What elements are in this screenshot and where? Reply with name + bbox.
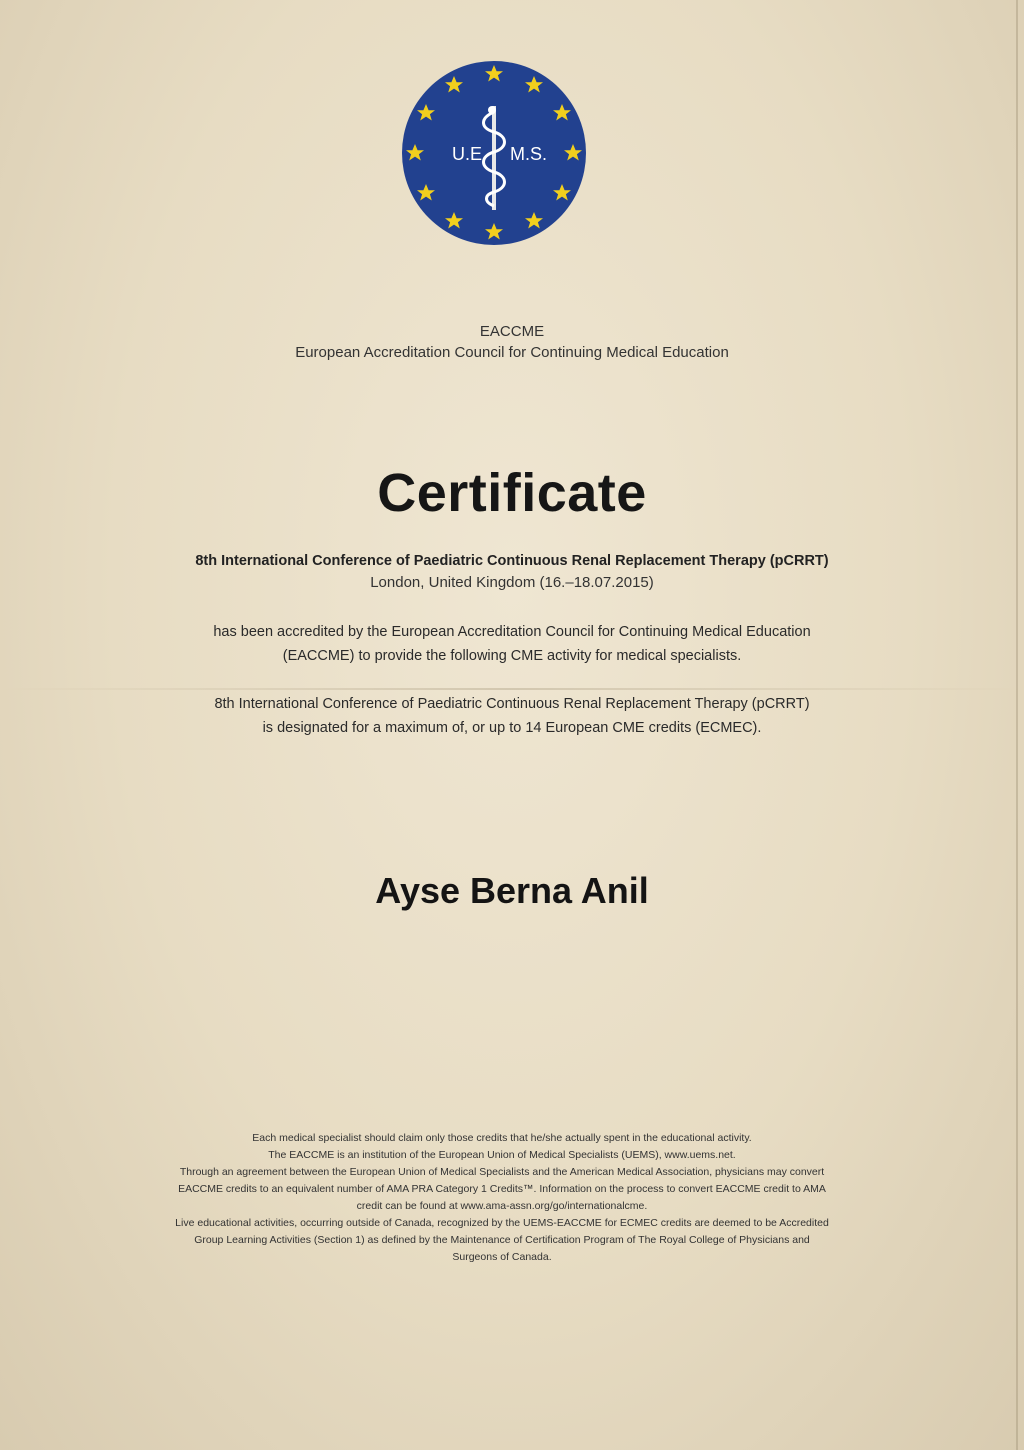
footer-notes xyxy=(40,1130,964,1266)
accreditation-line-2: (EACCME) to provide the following CME activity for medical specialists. xyxy=(282,648,742,664)
footer-line: The EACCME is an institution of the European Union of Medical Specialists (UEMS), www.uems.net. xyxy=(268,1149,736,1161)
organization-full-name: European Accreditation Council for Continuing Medical Education xyxy=(295,344,729,361)
credits-line-2: is designated for a maximum of, or up to 14 European CME credits (ECMEC). xyxy=(262,720,762,736)
organization-block xyxy=(0,322,1024,364)
accreditation-statement xyxy=(80,620,944,668)
certificate-title: Certificate xyxy=(377,463,647,523)
paper-fold-line xyxy=(0,688,1024,690)
footer-line: Live educational activities, occurring outside of Canada, recognized by the UEMS-EACCME for ECMEC credits are deemed to be Accredited xyxy=(175,1217,829,1229)
footer-line: Each medical specialist should claim only those credits that he/she actually spent in the educational activity. xyxy=(252,1132,752,1144)
recipient-name: Ayse Berna Anil xyxy=(375,870,649,911)
logo-text-right: M.S. xyxy=(510,144,548,164)
event-location-dates: London, United Kingdom (16.–18.07.2015) xyxy=(370,574,654,591)
event-name: 8th International Conference of Paediatric Continuous Renal Replacement Therapy (pCRRT) xyxy=(195,553,829,569)
footer-line: Surgeons of Canada. xyxy=(452,1251,552,1263)
event-block xyxy=(0,550,1024,594)
footer-line: EACCME credits to an equivalent number of AMA PRA Category 1 Credits™. Information on the process to convert EACCME credit to AMA xyxy=(178,1183,826,1195)
logo-text-left: U.E. xyxy=(452,144,488,164)
footer-line: Group Learning Activities (Section 1) as defined by the Maintenance of Certification Program of The Royal College of Physicians and xyxy=(194,1234,810,1246)
uems-logo-icon xyxy=(400,60,588,246)
paper-edge-line xyxy=(1016,0,1018,1450)
credits-statement xyxy=(80,692,944,740)
organization-abbreviation: EACCME xyxy=(479,323,545,340)
credits-line-1: 8th International Conference of Paediatric Continuous Renal Replacement Therapy (pCRRT) xyxy=(214,696,810,712)
accreditation-line-1: has been accredited by the European Accreditation Council for Continuing Medical Education xyxy=(213,624,811,640)
footer-line: credit can be found at www.ama-assn.org/go/internationalcme. xyxy=(356,1200,648,1212)
footer-line: Through an agreement between the European Union of Medical Specialists and the American Medical Association, physicians may convert xyxy=(179,1166,825,1178)
